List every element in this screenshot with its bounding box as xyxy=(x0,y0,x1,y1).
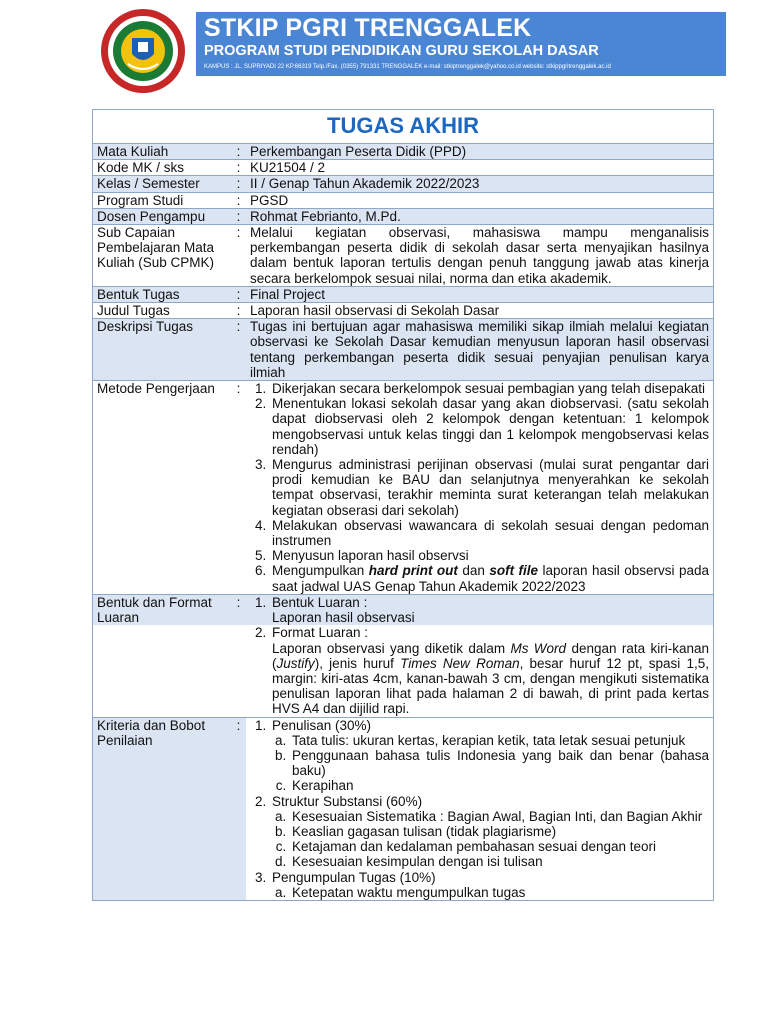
row-label-empty xyxy=(93,625,232,717)
row-separator: : xyxy=(231,144,246,160)
list-item: 2. Menentukan lokasi sekolah dasar yang akan diobservasi. (satu sekolah dapat diobservasi oleh 2 kelompok dengan ketentuan: 1 kelompok mengobservasi untuk kelas tinggi dan 1 kelompok mengobservasi kelas rendah) xyxy=(270,396,709,457)
emphasis-soft-file: soft file xyxy=(489,563,539,579)
text-run: dengan rata kiri-kanan ( xyxy=(272,640,710,671)
text-run: dan xyxy=(457,563,490,579)
row-separator: : xyxy=(231,286,246,302)
list-item xyxy=(270,870,709,900)
row-dosen xyxy=(93,208,714,224)
doc-title: TUGAS AKHIR xyxy=(93,110,714,144)
row-separator: : xyxy=(231,319,246,381)
text-run: laporan hasil observsi pada saat jadwal UAS Genap Tahun Akademik 2022/2023 xyxy=(272,563,709,594)
row-value: II / Genap Tahun Akademik 2022/2023 xyxy=(246,176,714,192)
row-value: Melalui kegiatan observasi, mahasiswa mampu menganalisis perkembangan peserta didik di sekolah dasar serta menyajikan hasilnya dalam bentuk laporan tertulis dengan penuh tanggung jawab atas kinerja secara berkelompok sesuai nilai, norma dan etika akademik. xyxy=(246,225,714,287)
row-prodi xyxy=(93,192,714,208)
row-separator: : xyxy=(231,176,246,192)
row-separator: : xyxy=(231,225,246,287)
text-run: , besar huruf 12 pt, spasi 1,5, margin: kiri-atas 4cm, kanan-bawah 3 cm, dengan mengikuti sistematika penulisan laporan lihat pada halaman 2 di bawah, di print pada kertas HVS A4 dan dijilid rapi. xyxy=(272,655,709,717)
group-title: Penulisan (30%) xyxy=(272,717,372,733)
sub-item: d. Kesesuaian kesimpulan dengan isi tulisan xyxy=(290,854,709,869)
luaran-bentuk-text: Laporan hasil observasi xyxy=(272,610,415,626)
list-item xyxy=(270,595,709,625)
row-label: Kode MK / sks xyxy=(93,160,232,176)
row-luaran-format xyxy=(93,625,714,717)
row-value: KU21504 / 2 xyxy=(246,160,714,176)
text-italic: Justify xyxy=(276,655,315,671)
text-run: ), jenis huruf xyxy=(314,655,401,671)
institution-name: STKIP PGRI TRENGGALEK xyxy=(204,14,532,42)
list-item: 1. Dikerjakan secara berkelompok sesuai pembagian yang telah disepakati xyxy=(270,381,709,396)
luaran-format-title: Format Luaran : xyxy=(272,625,369,641)
metode-list-cell xyxy=(246,381,714,595)
row-label: Bentuk dan Format Luaran xyxy=(93,594,232,625)
list-item xyxy=(270,625,709,716)
luaran-list xyxy=(250,595,709,625)
emphasis-hard-print: hard print out xyxy=(368,563,458,579)
text-run: Mengumpulkan xyxy=(272,563,369,579)
list-item: 3. Mengurus administrasi perijinan observasi (mulai surat pengantar dari prodi kemudian ke BAU dan selanjutnya menyerahkan ke sekolah tempat observasi, terakhir meminta surat keterangan telah melakukan kegiatan obserasi dari sekolah) xyxy=(270,457,709,518)
sub-item: a. Ketepatan waktu mengumpulkan tugas xyxy=(290,885,709,900)
row-label: Sub Capaian Pembelajaran Mata Kuliah (Sub CPMK) xyxy=(93,225,232,287)
title-row xyxy=(93,110,714,144)
sub-item: c. Ketajaman dan kedalaman pembahasan sesuai dengan teori xyxy=(290,839,709,854)
sub-item: a. Kesesuaian Sistematika : Bagian Awal, Bagian Inti, dan Bagian Akhir xyxy=(290,809,709,824)
row-deskripsi xyxy=(93,319,714,381)
row-mata-kuliah xyxy=(93,144,714,160)
row-value: Rohmat Febrianto, M.Pd. xyxy=(246,208,714,224)
sub-item: a. Tata tulis: ukuran kertas, kerapian ketik, tata letak sesuai petunjuk xyxy=(290,733,709,748)
group-title: Struktur Substansi (60%) xyxy=(272,793,423,809)
row-judul xyxy=(93,303,714,319)
row-separator: : xyxy=(231,160,246,176)
row-separator: : xyxy=(231,303,246,319)
row-label: Deskripsi Tugas xyxy=(93,319,232,381)
metode-list xyxy=(250,381,709,594)
row-separator-empty xyxy=(231,625,246,717)
row-separator: : xyxy=(231,192,246,208)
row-separator: : xyxy=(231,594,246,625)
list-item xyxy=(270,718,709,794)
text-run: Laporan observasi yang diketik dalam xyxy=(272,640,511,656)
row-separator: : xyxy=(231,381,246,595)
sub-item: b. Keaslian gagasan tulisan (tidak plagiarisme) xyxy=(290,824,709,839)
sub-list xyxy=(272,885,709,900)
row-bentuk xyxy=(93,286,714,302)
row-value: Perkembangan Peserta Didik (PPD) xyxy=(246,144,714,160)
list-item: 5. Menyusun laporan hasil observsi xyxy=(270,548,709,563)
luaran-bentuk-cell xyxy=(246,594,714,625)
list-item xyxy=(270,563,709,593)
row-value: Final Project xyxy=(246,286,714,302)
list-item xyxy=(270,794,709,870)
row-value: Tugas ini bertujuan agar mahasiswa memiliki sikap ilmiah melalui kegiatan observasi ke Sekolah Dasar kemudian menyusun laporan hasil observasi tentang perkembangan peserta didik sesuai penyajian penulisan karya ilmiah xyxy=(246,319,714,381)
luaran-bentuk-title: Bentuk Luaran : xyxy=(272,594,368,610)
row-label: Kelas / Semester xyxy=(93,176,232,192)
list-item: 4. Melakukan observasi wawancara di sekolah sesuai dengan pedoman instrumen xyxy=(270,518,709,548)
row-label: Kriteria dan Bobot Penilaian xyxy=(93,717,232,900)
sub-item: b. Penggunaan bahasa tulis Indonesia yang baik dan benar (bahasa baku) xyxy=(290,748,709,778)
assignment-table xyxy=(92,109,714,901)
row-separator: : xyxy=(231,208,246,224)
sub-item: c. Kerapihan xyxy=(290,778,709,793)
row-value: Laporan hasil observasi di Sekolah Dasar xyxy=(246,303,714,319)
row-label: Mata Kuliah xyxy=(93,144,232,160)
row-kriteria xyxy=(93,717,714,900)
row-label: Dosen Pengampu xyxy=(93,208,232,224)
group-title: Pengumpulan Tugas (10%) xyxy=(272,869,436,885)
row-label: Program Studi xyxy=(93,192,232,208)
row-kelas xyxy=(93,176,714,192)
row-separator: : xyxy=(231,717,246,900)
kriteria-list xyxy=(250,718,709,900)
header-banner xyxy=(196,12,726,76)
row-label: Judul Tugas xyxy=(93,303,232,319)
sub-list xyxy=(272,733,709,794)
college-logo xyxy=(100,8,186,94)
row-metode xyxy=(93,381,714,595)
text-italic: Times New Roman xyxy=(400,655,520,671)
row-value: PGSD xyxy=(246,192,714,208)
sub-list xyxy=(272,809,709,870)
text-italic: Ms Word xyxy=(510,640,567,656)
row-label: Metode Pengerjaan xyxy=(93,381,232,595)
row-kode xyxy=(93,160,714,176)
luaran-list-cont xyxy=(250,625,709,716)
row-label: Bentuk Tugas xyxy=(93,286,232,302)
kriteria-cell xyxy=(246,717,714,900)
row-luaran-bentuk xyxy=(93,594,714,625)
row-cpmk xyxy=(93,225,714,287)
luaran-format-cell xyxy=(246,625,714,717)
campus-address: KAMPUS : JL. SUPRIYADI 22 KP.66319 Telp./Fax. (0355) 791331 TRENGGALEK e-mail: stkiptrenggalek@yahoo.co.id website: stkippgritrenggalek.ac.id xyxy=(204,64,611,70)
program-name: PROGRAM STUDI PENDIDIKAN GURU SEKOLAH DASAR xyxy=(204,43,599,59)
